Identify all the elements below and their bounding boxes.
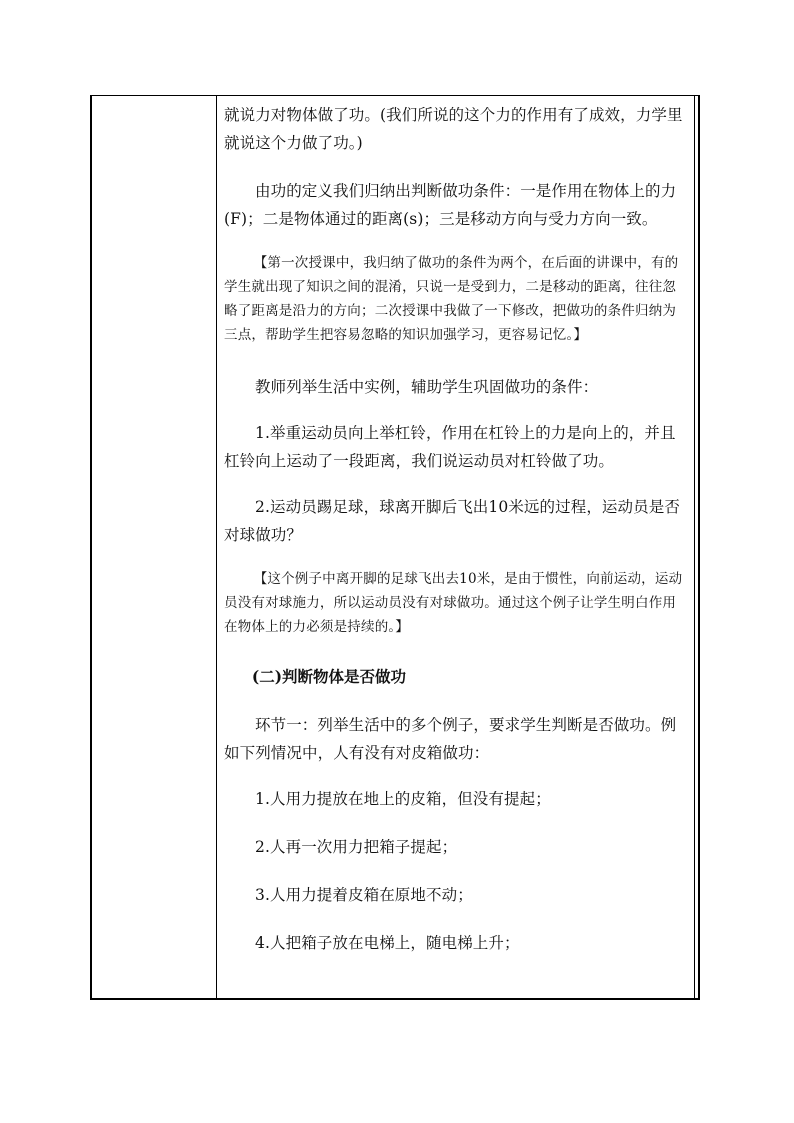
example-weightlifter: 1.举重运动员向上举杠铃，作用在杠铃上的力是向上的，并且杠铃向上运动了一段距离，我们说运动员对杠铃做了功。 xyxy=(224,424,676,470)
paragraph-work-definition: 就说力对物体做了功。(我们所说的这个力的作用有了成效，力学里就说这个力做了功。) xyxy=(224,106,683,152)
left-column-cell xyxy=(92,96,217,998)
teaching-note-1: 【第一次授课中，我归纳了做功的条件为两个，在后面的讲课中，有的学生就出现了知识之间的混淆，只说一是受到力，二是移动的距离，往往忽略了距离是沿力的方向；二次授课中我做了一下修改，把做功的条件归纳为三点，帮助学生把容易忽略的知识加强学习，更容易记忆。】 xyxy=(224,255,679,343)
section-heading: (二)判断物体是否做功 xyxy=(251,667,407,686)
paragraph-examples-intro: 教师列举生活中实例，辅助学生巩固做功的条件： xyxy=(255,378,599,396)
paragraph-exercise-intro: 环节一：列举生活中的多个例子，要求学生判断是否做功。例如下列情况中，人有没有对皮箱做功： xyxy=(224,716,677,762)
list-item: 1.人用力提放在地上的皮箱，但没有提起； xyxy=(255,790,551,808)
content-cell xyxy=(224,101,687,998)
lesson-table xyxy=(90,95,700,1000)
teaching-note-2: 【这个例子中离开脚的足球飞出去10米，是由于惯性，向前运动，运动员没有对球施力，所以运动员没有对球做功。通过这个例子让学生明白作用在物体上的力必须是持续的。】 xyxy=(224,571,683,635)
paragraph-work-conditions: 由功的定义我们归纳出判断做功条件：一是作用在物体上的力(F)；二是物体通过的距离(s)；三是移动方向与受力方向一致。 xyxy=(224,182,677,228)
list-item: 2.人再一次用力把箱子提起； xyxy=(255,838,458,856)
list-item: 3.人用力提着皮箱在原地不动； xyxy=(255,886,473,904)
example-football: 2.运动员踢足球，球离开脚后飞出10米远的过程，运动员是否对球做功？ xyxy=(224,498,680,544)
list-item: 4.人把箱子放在电梯上，随电梯上升； xyxy=(255,934,520,952)
